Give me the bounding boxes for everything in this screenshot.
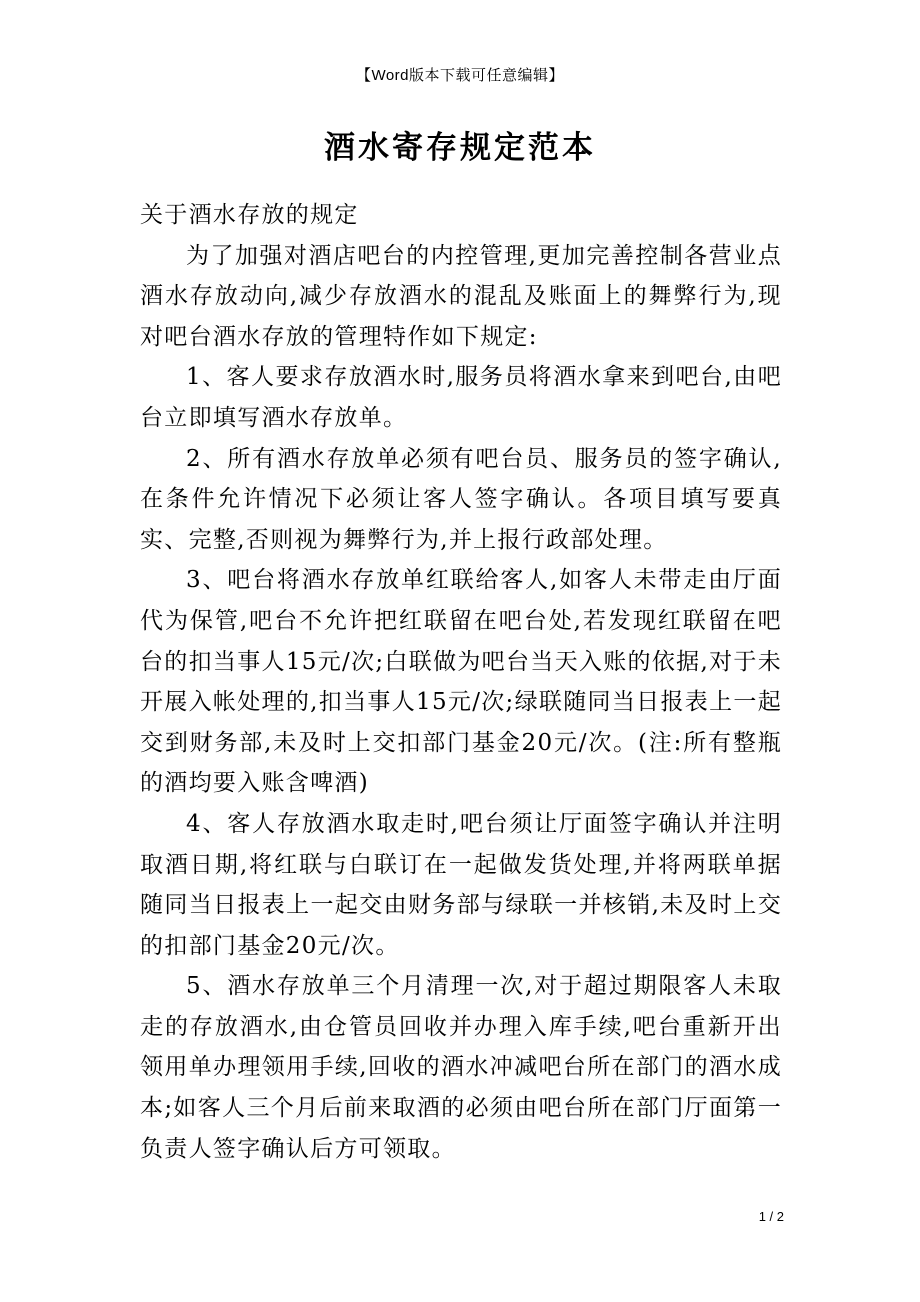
section-subtitle: 关于酒水存放的规定 <box>140 202 359 228</box>
rule-item-3: 3、吧台将酒水存放单红联给客人,如客人未带走由厅面代为保管,吧台不允许把红联留在吧台处,若发现红联留在吧台的扣当事人15元/次;白联做为吧台当天入账的依据,对于未开展入帐处理的,扣当事人15元/次;绿联随同当日报表上一起交到财务部,未及时上交扣部门基金20元/次。(注:所有整瓶的酒均要入账含啤酒) <box>140 567 782 797</box>
rule-item-4: 4、客人存放酒水取走时,吧台须让厅面签字确认并注明取酒日期,将红联与白联订在一起做发货处理,并将两联单据随同当日报表上一起交由财务部与绿联一并核销,未及时上交的扣部门基金20元/次。 <box>140 810 782 959</box>
intro-paragraph: 为了加强对酒店吧台的内控管理,更加完善控制各营业点酒水存放动向,减少存放酒水的混乱及账面上的舞弊行为,现对吧台酒水存放的管理特作如下规定: <box>140 242 782 350</box>
document-title: 酒水寄存规定范本 <box>324 130 596 166</box>
rule-item-2: 2、所有酒水存放单必须有吧台员、服务员的签字确认,在条件允许情况下必须让客人签字确认。各项目填写要真实、完整,否则视为舞弊行为,并上报行政部处理。 <box>140 445 782 553</box>
rule-item-1: 1、客人要求存放酒水时,服务员将酒水拿来到吧台,由吧台立即填写酒水存放单。 <box>140 364 782 431</box>
rule-item-5: 5、酒水存放单三个月清理一次,对于超过期限客人未取走的存放酒水,由仓管员回收并办理入库手续,吧台重新开出领用单办理领用手续,回收的酒水冲减吧台所在部门的酒水成本;如客人三个月后前来取酒的必须由吧台所在部门厅面第一负责人签字确认后方可领取。 <box>140 973 782 1162</box>
header-note: 【Word版本下载可任意编辑】 <box>355 67 565 84</box>
document-body <box>140 195 782 1169</box>
page-number: 1 / 2 <box>758 1209 784 1224</box>
